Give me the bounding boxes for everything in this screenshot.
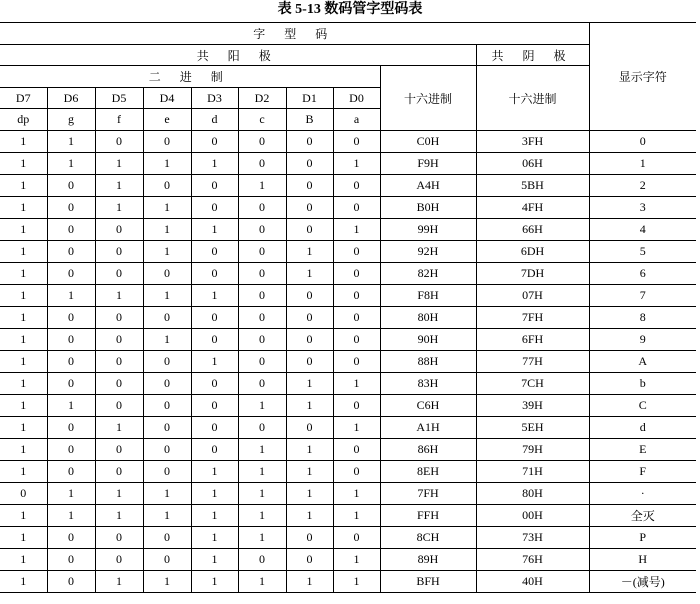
header-segment: c [238,109,286,131]
table-row [0,417,696,439]
bit-cell: 1 [333,571,380,593]
bit-cell: 1 [238,571,286,593]
anode-hex-cell: 7FH [380,483,476,505]
bit-cell: 0 [238,219,286,241]
table-title: 表 5-13 数码管字型码表 [277,2,423,17]
header-font-code: 字 型 码 [0,23,589,45]
bit-cell: 0 [95,219,143,241]
bit-cell: 1 [191,549,238,571]
display-char-cell: d [589,417,696,439]
bit-cell: 1 [95,197,143,219]
bit-cell: 0 [143,131,191,153]
bit-cell: 0 [238,329,286,351]
bit-cell: 0 [286,549,333,571]
bit-cell: 1 [143,505,191,527]
bit-cell: 1 [47,483,95,505]
bit-cell: 1 [0,549,47,571]
header-bit: D4 [143,88,191,109]
bit-cell: 1 [0,571,47,593]
anode-hex-cell: C0H [380,131,476,153]
bit-cell: 1 [143,483,191,505]
anode-hex-cell: 82H [380,263,476,285]
bit-cell: 0 [333,197,380,219]
bit-cell: 0 [95,461,143,483]
bit-cell: 0 [191,241,238,263]
bit-cell: 0 [286,219,333,241]
bit-cell: 0 [47,263,95,285]
display-char-cell: H [589,549,696,571]
anode-hex-cell: FFH [380,505,476,527]
display-char-cell: 4 [589,219,696,241]
bit-cell: 0 [95,395,143,417]
bit-cell: 1 [0,329,47,351]
display-char-cell: · [589,483,696,505]
header-bit: D0 [333,88,380,109]
bit-cell: 1 [0,263,47,285]
cathode-hex-cell: 7DH [476,263,589,285]
cathode-hex-cell: 6DH [476,241,589,263]
bit-cell: 1 [238,395,286,417]
cathode-hex-cell: 76H [476,549,589,571]
bit-cell: 0 [333,395,380,417]
bit-cell: 1 [238,527,286,549]
anode-hex-cell: B0H [380,197,476,219]
bit-cell: 1 [238,175,286,197]
bit-cell: 1 [0,527,47,549]
header-bit: D3 [191,88,238,109]
bit-cell: 1 [47,153,95,175]
table-row [0,549,696,571]
bit-cell: 1 [333,483,380,505]
bit-cell: 0 [95,241,143,263]
bit-cell: 1 [143,571,191,593]
bit-cell: 0 [143,307,191,329]
bit-cell: 0 [191,439,238,461]
display-char-cell: 6 [589,263,696,285]
bit-cell: 1 [0,153,47,175]
anode-hex-cell: C6H [380,395,476,417]
header-bit: D2 [238,88,286,109]
bit-cell: 0 [95,373,143,395]
header-binary: 二 进 制 [0,66,380,88]
bit-cell: 1 [95,483,143,505]
bit-cell: 0 [47,219,95,241]
table-row [0,263,696,285]
cathode-hex-cell: 73H [476,527,589,549]
bit-cell: 0 [238,285,286,307]
anode-hex-cell: 80H [380,307,476,329]
bit-cell: 1 [0,307,47,329]
bit-cell: 0 [238,549,286,571]
display-char-cell: 1 [589,153,696,175]
bit-cell: 1 [0,197,47,219]
table-row [0,571,696,593]
bit-cell: 1 [0,505,47,527]
table-row [0,307,696,329]
bit-cell: 1 [191,505,238,527]
display-char-cell: A [589,351,696,373]
table-row [0,153,696,175]
table-row [0,329,696,351]
bit-cell: 0 [95,351,143,373]
header-bit: D6 [47,88,95,109]
table-row [0,285,696,307]
cathode-hex-cell: 7FH [476,307,589,329]
bit-cell: 1 [286,395,333,417]
bit-cell: 0 [47,197,95,219]
header-bit: D7 [0,88,47,109]
bit-cell: 1 [333,505,380,527]
cathode-hex-cell: 5EH [476,417,589,439]
bit-cell: 0 [95,329,143,351]
bit-cell: 0 [47,307,95,329]
bit-cell: 1 [95,505,143,527]
bit-cell: 0 [47,351,95,373]
bit-cell: 0 [191,307,238,329]
cathode-hex-cell: 40H [476,571,589,593]
bit-cell: 0 [238,417,286,439]
bit-cell: 0 [47,373,95,395]
bit-cell: 1 [191,461,238,483]
display-char-cell: C [589,395,696,417]
bit-cell: 0 [143,373,191,395]
bit-cell: 1 [0,439,47,461]
bit-cell: 0 [191,175,238,197]
bit-cell: 1 [191,483,238,505]
bit-cell: 1 [143,197,191,219]
bit-cell: 0 [143,527,191,549]
cathode-hex-cell: 07H [476,285,589,307]
bit-cell: 1 [333,219,380,241]
bit-cell: 1 [0,373,47,395]
bit-cell: 1 [0,285,47,307]
bit-cell: 0 [191,263,238,285]
bit-cell: 0 [333,527,380,549]
bit-cell: 0 [95,263,143,285]
bit-cell: 1 [47,131,95,153]
bit-cell: 0 [333,285,380,307]
cathode-hex-cell: 77H [476,351,589,373]
header-common-cathode: 共 阴 极 [476,45,589,66]
bit-cell: 0 [95,439,143,461]
bit-cell: 0 [191,329,238,351]
display-char-cell: 9 [589,329,696,351]
bit-cell: 0 [333,263,380,285]
bit-cell: 1 [0,219,47,241]
anode-hex-cell: 90H [380,329,476,351]
bit-cell: 1 [238,505,286,527]
bit-cell: 0 [95,527,143,549]
bit-cell: 1 [0,175,47,197]
bit-cell: 1 [0,395,47,417]
display-char-cell: 3 [589,197,696,219]
table-row [0,373,696,395]
bit-cell: 1 [286,439,333,461]
bit-cell: 0 [333,439,380,461]
header-bit: D5 [95,88,143,109]
bit-cell: 0 [47,549,95,571]
bit-cell: 1 [238,483,286,505]
anode-hex-cell: 92H [380,241,476,263]
anode-hex-cell: A4H [380,175,476,197]
bit-cell: 1 [143,241,191,263]
bit-cell: 1 [286,373,333,395]
table-row [0,483,696,505]
header-segment: d [191,109,238,131]
display-char-cell: 0 [589,131,696,153]
bit-cell: 1 [333,153,380,175]
header-display-char: 显示字符 [589,23,696,131]
bit-cell: 0 [238,197,286,219]
bit-cell: 0 [47,329,95,351]
bit-cell: 0 [47,175,95,197]
anode-hex-cell: BFH [380,571,476,593]
anode-hex-cell: 88H [380,351,476,373]
cathode-hex-cell: 3FH [476,131,589,153]
bit-cell: 0 [333,329,380,351]
bit-cell: 1 [191,527,238,549]
bit-cell: 0 [238,351,286,373]
display-char-cell: F [589,461,696,483]
bit-cell: 1 [191,571,238,593]
bit-cell: 0 [0,483,47,505]
table-row [0,527,696,549]
table-row [0,461,696,483]
anode-hex-cell: F8H [380,285,476,307]
bit-cell: 1 [238,461,286,483]
bit-cell: 0 [333,307,380,329]
bit-cell: 0 [286,153,333,175]
header-segment: f [95,109,143,131]
bit-cell: 0 [286,131,333,153]
table-row [0,175,696,197]
anode-hex-cell: 86H [380,439,476,461]
bit-cell: 0 [191,131,238,153]
table-row [0,131,696,153]
bit-cell: 1 [95,175,143,197]
cathode-hex-cell: 80H [476,483,589,505]
bit-cell: 0 [286,329,333,351]
anode-hex-cell: 99H [380,219,476,241]
display-char-cell: 5 [589,241,696,263]
table-row [0,351,696,373]
cathode-hex-cell: 71H [476,461,589,483]
bit-cell: 1 [143,153,191,175]
bit-cell: 1 [286,461,333,483]
header-bit: D1 [286,88,333,109]
bit-cell: 0 [143,351,191,373]
bit-cell: 0 [286,351,333,373]
bit-cell: 0 [238,373,286,395]
anode-hex-cell: 8EH [380,461,476,483]
bit-cell: 1 [286,241,333,263]
bit-cell: 0 [238,241,286,263]
bit-cell: 0 [143,395,191,417]
bit-cell: 0 [47,417,95,439]
bit-cell: 0 [191,373,238,395]
bit-cell: 0 [143,439,191,461]
cathode-hex-cell: 06H [476,153,589,175]
bit-cell: 1 [333,417,380,439]
bit-cell: 1 [143,285,191,307]
segment-code-table [0,22,696,593]
bit-cell: 0 [238,131,286,153]
anode-hex-cell: 83H [380,373,476,395]
anode-hex-cell: F9H [380,153,476,175]
bit-cell: 1 [95,285,143,307]
bit-cell: 0 [47,527,95,549]
bit-cell: 0 [238,307,286,329]
header-segment: e [143,109,191,131]
display-char-cell: E [589,439,696,461]
bit-cell: 0 [95,549,143,571]
header-segment: dp [0,109,47,131]
cathode-hex-cell: 79H [476,439,589,461]
cathode-hex-cell: 6FH [476,329,589,351]
bit-cell: 0 [47,571,95,593]
bit-cell: 1 [286,571,333,593]
bit-cell: 1 [95,571,143,593]
bit-cell: 1 [191,285,238,307]
anode-hex-cell: 8CH [380,527,476,549]
display-char-cell: P [589,527,696,549]
header-hex-anode: 十六进制 [380,66,476,131]
bit-cell: 0 [286,307,333,329]
display-char-cell: 8 [589,307,696,329]
header-hex-cathode: 十六进制 [476,66,589,131]
header-segment: a [333,109,380,131]
bit-cell: 0 [333,131,380,153]
bit-cell: 1 [95,153,143,175]
display-char-cell: 2 [589,175,696,197]
anode-hex-cell: A1H [380,417,476,439]
bit-cell: 0 [286,285,333,307]
table-row [0,505,696,527]
cathode-hex-cell: 7CH [476,373,589,395]
bit-cell: 1 [95,417,143,439]
bit-cell: 1 [0,131,47,153]
bit-cell: 0 [191,197,238,219]
bit-cell: 0 [143,549,191,571]
bit-cell: 1 [0,417,47,439]
anode-hex-cell: 89H [380,549,476,571]
table-row [0,395,696,417]
bit-cell: 0 [47,241,95,263]
display-char-cell: 7 [589,285,696,307]
cathode-hex-cell: 00H [476,505,589,527]
header-segment: B [286,109,333,131]
bit-cell: 0 [286,197,333,219]
cathode-hex-cell: 39H [476,395,589,417]
bit-cell: 0 [95,131,143,153]
bit-cell: 1 [238,439,286,461]
bit-cell: 1 [191,153,238,175]
bit-cell: 1 [143,329,191,351]
bit-cell: 1 [0,351,47,373]
bit-cell: 1 [0,461,47,483]
table-row [0,219,696,241]
bit-cell: 0 [143,417,191,439]
display-char-cell: b [589,373,696,395]
bit-cell: 1 [333,549,380,571]
display-char-cell: 全灭 [589,505,696,527]
bit-cell: 1 [47,395,95,417]
bit-cell: 0 [286,417,333,439]
bit-cell: 0 [238,263,286,285]
header-common-anode: 共 阳 极 [0,45,476,66]
bit-cell: 0 [286,527,333,549]
cathode-hex-cell: 5BH [476,175,589,197]
bit-cell: 1 [286,505,333,527]
bit-cell: 0 [333,175,380,197]
bit-cell: 0 [47,439,95,461]
bit-cell: 0 [143,175,191,197]
header-segment: g [47,109,95,131]
bit-cell: 1 [286,483,333,505]
bit-cell: 0 [333,351,380,373]
table-row [0,197,696,219]
display-char-cell: －(减号) [589,571,696,593]
bit-cell: 0 [333,241,380,263]
bit-cell: 0 [143,263,191,285]
bit-cell: 1 [286,263,333,285]
bit-cell: 1 [333,373,380,395]
bit-cell: 0 [95,307,143,329]
bit-cell: 1 [143,219,191,241]
bit-cell: 0 [47,461,95,483]
cathode-hex-cell: 66H [476,219,589,241]
bit-cell: 0 [143,461,191,483]
bit-cell: 0 [286,175,333,197]
table-row [0,241,696,263]
cathode-hex-cell: 4FH [476,197,589,219]
bit-cell: 1 [0,241,47,263]
table-row [0,439,696,461]
bit-cell: 0 [191,417,238,439]
bit-cell: 0 [191,395,238,417]
bit-cell: 0 [238,153,286,175]
bit-cell: 1 [191,219,238,241]
bit-cell: 1 [191,351,238,373]
bit-cell: 0 [333,461,380,483]
bit-cell: 1 [47,505,95,527]
bit-cell: 1 [47,285,95,307]
